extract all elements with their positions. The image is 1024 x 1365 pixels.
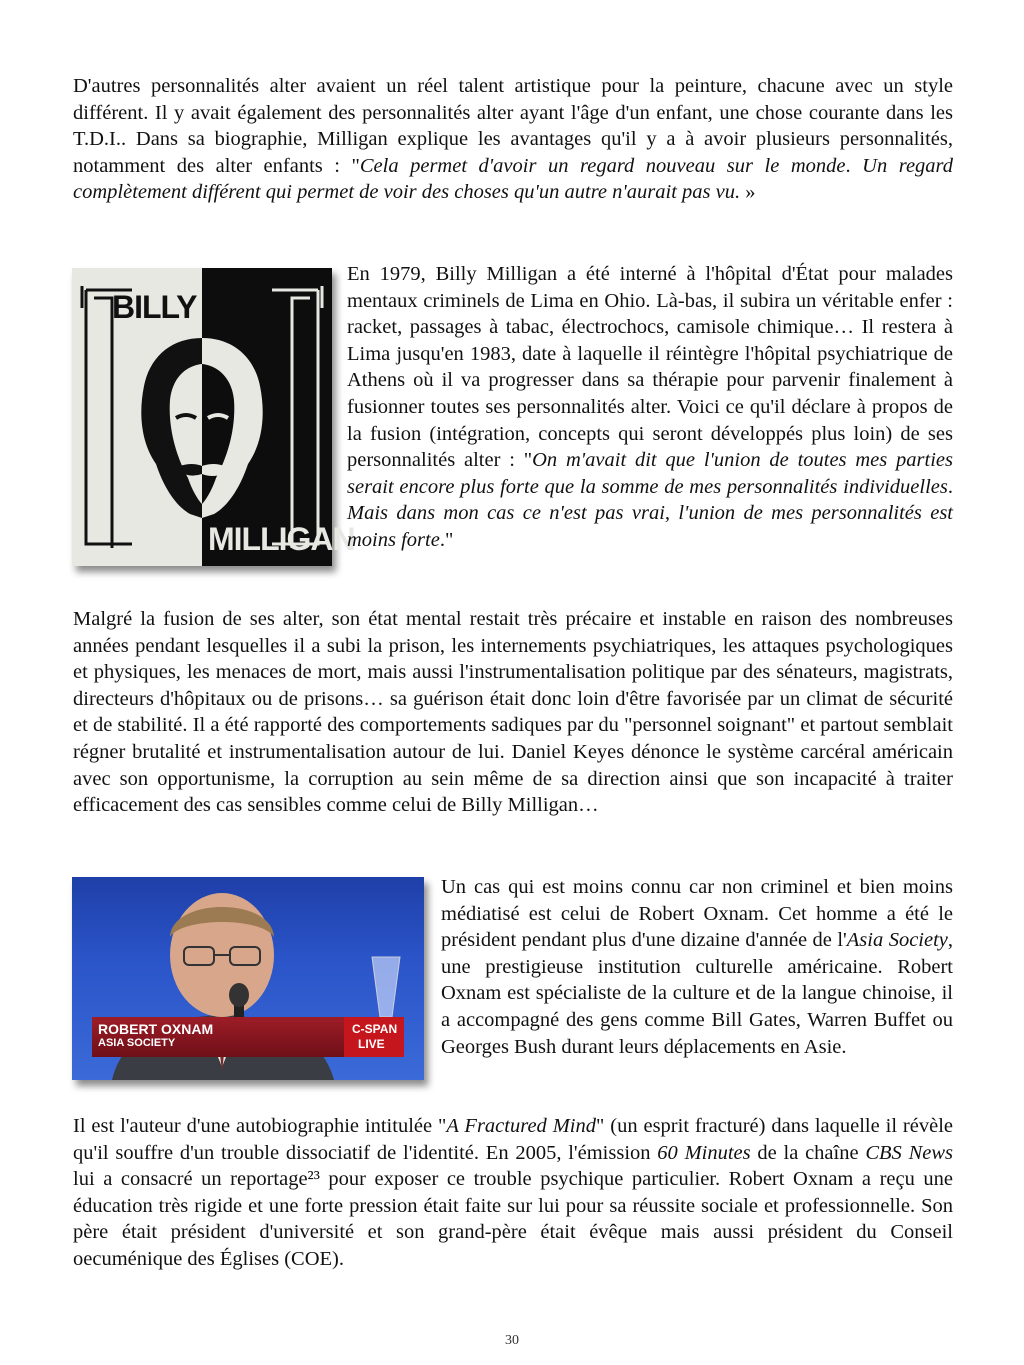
paragraph-fractured-mind: Il est l'auteur d'une autobiographie intitulée "A Fractured Mind" (un esprit fracturé) dans laquelle il révèle qu'il souffre d'un trouble dissociatif de l'identité. En 2005, l'émission 60 Minutes de la chaîne CBS News lui a consacré un reportage²³ pour exposer ce trouble psychique particulier. Robert Oxnam a reçu une éducation très rigide et une forte pression était faite sur lui pour sa réussite sociale et professionnelle. Son père était président d'université et son grand-père était évêque mais aussi président du Conseil oecuménique des Églises (COE). [73,1115,954,1270]
poster-bottom-text: MILLIGAN [208,521,355,557]
paragraph-fusion-aftermath: Malgré la fusion de ses alter, son état mental restait très précaire et instable en raison des nombreuses années pendant lesquelles il a subi la prison, les internements psychiatriques, les attaques psychologiques et physiques, les menaces de mort, mais aussi l'instrumentalisation politique par des sénateurs, magistrats, directeurs d'hôpitaux ou de prisons… sa guérison était donc loin d'être favorisée par un climat de sécurité et de stabilité. Il a été rapporté des comportements sadiques par du "personnel soignant" et partout semblait régner brutalité et instrumentalisation autour de lui. Daniel Keyes dénonce le système carcéral américain avec son opportunisme, la corruption au sein même de sa direction ainsi que son incapacité à traiter efficacement des cas sensibles comme celui de Billy Milligan… [73,608,953,817]
paragraph-robert-oxnam: Un cas qui est moins connu car non criminel et bien moins médiatisé est celui de Robert Oxnam. Cet homme a été le président pendant plus d'une dizaine d'année de l'Asia Society, une prestigieuse institution culturelle américaine. Robert Oxnam est spécialiste de la culture et de la langue chinoise, il a accompagné des gens comme Bill Gates, Warren Buffet ou Georges Bush durant leurs déplacements en Asie. [441,876,954,1058]
billy-milligan-poster-image [72,268,355,566]
tv-caption-name: ROBERT OXNAM [98,1021,214,1037]
poster-top-text: BILLY [112,289,197,325]
page-number: 30 [505,1333,519,1348]
paragraph-lima-hospital: En 1979, Billy Milligan a été interné à l'hôpital d'État pour malades mentaux criminels de Lima en Ohio. Là-bas, il subira un véritable enfer : racket, passages à tabac, électrochocs, camisole chimique… Il restera à Lima jusqu'en 1983, date à laquelle il réintègre l'hôpital psychiatrique de Athens où il va progresser dans sa thérapie pour parvenir finalement à fusionner toutes ses personnalités alter. Voici ce qu'il déclare à propos de la fusion (intégration, concepts qui seront développés plus loin) de ses personnalités alter : "On m'avait dit que l'union de toutes mes parties serait encore plus forte que la somme de mes personnalités individuelles. Mais dans mon cas ce n'est pas vrai, l'union de mes personnalités est moins forte." [347,263,953,551]
paragraph-alter-artists: D'autres personnalités alter avaient un réel talent artistique pour la peinture, chacune avec un style différent. Il y avait également des personnalités alter ayant l'âge d'un enfant, une chose courante dans les T.D.I.. Dans sa biographie, Milligan explique les avantages qu'il y a à avoir plusieurs personnalités, notamment des alter enfants : "Cela permet d'avoir un regard nouveau sur le monde. Un regard complètement différent qui permet de voir des choses qu'un autre n'aurait pas vu. » [73,75,954,204]
tv-caption-org: ASIA SOCIETY [98,1037,176,1049]
tv-live-label: LIVE [358,1037,385,1051]
robert-oxnam-tv-image [72,877,424,1080]
tv-channel-logo: C-SPAN [352,1022,398,1036]
